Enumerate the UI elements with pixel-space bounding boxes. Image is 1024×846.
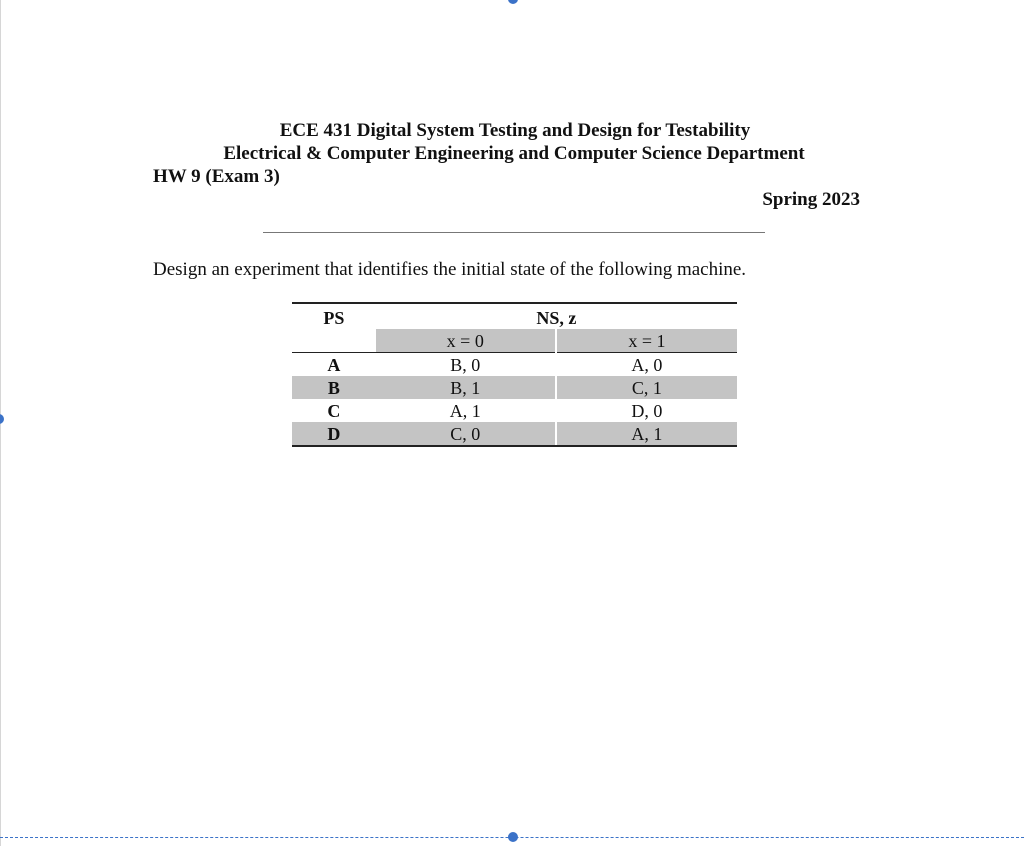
input-header-row: [292, 329, 737, 353]
page-break-guide: [0, 837, 1024, 838]
input-header-x0: x = 0: [376, 329, 556, 353]
ps-header: PS: [292, 303, 376, 329]
row-ps: B: [292, 376, 376, 399]
assignment-label: HW 9 (Exam 3): [153, 166, 280, 187]
row-x0: C, 0: [376, 422, 556, 446]
resize-handle-top[interactable]: [508, 0, 518, 4]
ns-header: NS, z: [376, 303, 737, 329]
state-table-header-row: [292, 303, 737, 329]
course-title: ECE 431 Digital System Testing and Design for Testability: [279, 120, 751, 141]
row-x1: C, 1: [556, 376, 737, 399]
table-row: [292, 376, 737, 399]
table-row: [292, 422, 737, 446]
row-x0: B, 1: [376, 376, 556, 399]
row-ps: C: [327, 400, 341, 421]
row-x0: A, 1: [449, 400, 481, 421]
ps-header-spacer: [292, 329, 376, 353]
row-x1: D, 0: [556, 399, 737, 422]
state-table: [292, 302, 737, 447]
input-header-x1: x = 1: [556, 329, 737, 353]
resize-handle-left[interactable]: [0, 414, 4, 424]
row-ps: D: [292, 422, 376, 446]
question-prompt: Design an experiment that identifies the initial state of the following machine.: [153, 259, 747, 280]
department-title: Electrical & Computer Engineering and Computer Science Department: [223, 143, 805, 164]
table-row: [292, 399, 737, 422]
header-divider: [263, 232, 765, 233]
term-label: Spring 2023: [762, 189, 860, 210]
table-row: [292, 353, 737, 377]
row-x0: B, 0: [450, 354, 481, 375]
row-x1: A, 0: [556, 353, 737, 377]
row-ps: A: [327, 354, 341, 375]
row-x1: A, 1: [556, 422, 737, 446]
